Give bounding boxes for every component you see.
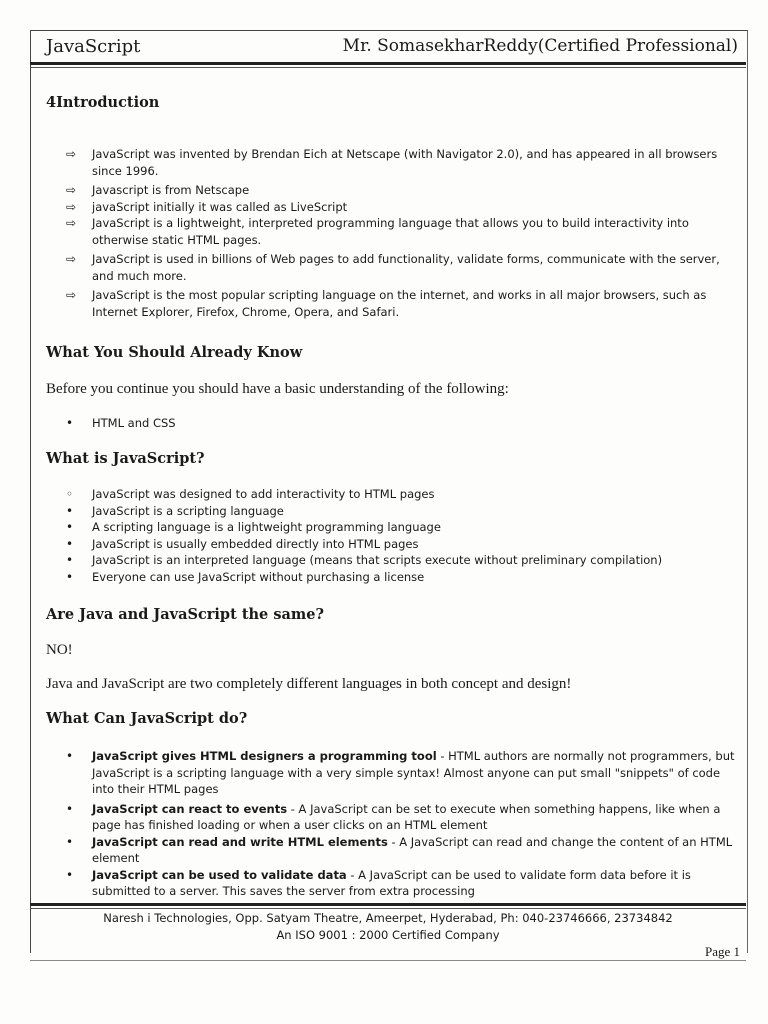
should-know-text: Before you continue you should have a basic understanding of the following: xyxy=(46,381,509,397)
bullet-icon: • xyxy=(66,867,74,882)
list-item: • JavaScript is usually embedded directly into HTML pages xyxy=(66,536,419,551)
list-item: • JavaScript can react to events - A JavaScript can be set to execute when something happens, like when a page has finished loading or when a user clicks on an HTML element xyxy=(66,801,721,832)
intro-list xyxy=(66,146,736,320)
heading-what-is: What is JavaScript? xyxy=(46,450,205,467)
should-know-list xyxy=(66,415,736,432)
page-footer xyxy=(30,910,746,944)
list-item: • JavaScript gives HTML designers a programming tool - HTML authors are normally not programmers, but JavaScript is a scripting language with a very simple syntax! Almost anyone can put small "snippets" of code into their HTML pages xyxy=(66,749,735,796)
header-rule-thick xyxy=(30,62,746,65)
circle-bullet-icon: ◦ xyxy=(66,487,74,501)
footer-certification: An ISO 9001 : 2000 Certified Company xyxy=(276,928,500,942)
footer-rule-thin xyxy=(30,908,746,909)
bullet-icon: • xyxy=(66,536,74,551)
bullet-icon: • xyxy=(66,553,74,567)
heading-same: Are Java and JavaScript the same? xyxy=(46,606,324,623)
same-answer: NO! xyxy=(46,642,73,658)
bullet-icon: • xyxy=(66,801,74,816)
list-item: • JavaScript is an interpreted language (means that scripts execute without preliminary compilation) xyxy=(66,553,663,567)
page-number: Page 1 xyxy=(704,944,740,959)
list-item: ◦ JavaScript was designed to add interactivity to HTML pages xyxy=(66,487,435,501)
header-author: Mr. SomasekharReddy(Certified Professional) xyxy=(342,36,738,56)
same-text: Java and JavaScript are two completely different languages in both concept and design! xyxy=(46,676,572,692)
header-title: JavaScript xyxy=(46,36,141,57)
footer-company: Naresh i Technologies, Opp. Satyam Theatre, Ameerpet, Hyderabad, Ph: 040-23746666, 23734842 xyxy=(103,911,673,925)
footer-bottom-rule xyxy=(30,960,746,961)
arrow-icon: ⇨ xyxy=(66,216,77,230)
what-is-list xyxy=(66,486,736,585)
arrow-icon: ⇨ xyxy=(66,252,77,266)
list-item: ⇨ javaScript initially it was called as LiveScript xyxy=(66,199,348,214)
list-item: ⇨ Javascript is from Netscape xyxy=(66,183,250,197)
list-item: ⇨ JavaScript is a lightweight, interpreted programming language that allows you to build interactivity into otherwise static HTML pages. xyxy=(66,216,689,247)
heading-introduction: 4Introduction xyxy=(46,94,160,111)
header-rule-thin xyxy=(30,67,746,68)
bullet-icon: • xyxy=(66,416,74,430)
list-item: • HTML and CSS xyxy=(66,416,176,430)
list-item: ⇨ JavaScript was invented by Brendan Eich at Netscape (with Navigator 2.0), and has appeared in all browsers since 1996. xyxy=(66,147,718,178)
list-item: • JavaScript can read and write HTML elements - A JavaScript can read and change the content of an HTML element xyxy=(66,834,733,865)
list-item: ⇨ JavaScript is used in billions of Web pages to add functionality, validate forms, communicate with the server, and much more. xyxy=(66,252,720,283)
heading-can-do: What Can JavaScript do? xyxy=(46,710,248,727)
bullet-icon: • xyxy=(66,520,74,534)
list-item: • JavaScript is a scripting language xyxy=(66,503,284,518)
page-header xyxy=(46,36,742,62)
can-do-list xyxy=(66,748,736,900)
bullet-icon: • xyxy=(66,749,74,763)
heading-should-know: What You Should Already Know xyxy=(46,344,303,361)
bullet-icon: • xyxy=(66,834,74,849)
list-item: • JavaScript can be used to validate data - A JavaScript can be used to validate form data before it is submitted to a server. This saves the server from extra processing xyxy=(66,867,691,898)
bullet-icon: • xyxy=(66,503,74,518)
list-item: • A scripting language is a lightweight programming language xyxy=(66,520,441,534)
bullet-icon: • xyxy=(66,569,74,584)
arrow-icon: ⇨ xyxy=(66,199,77,214)
footer-rule-thick xyxy=(30,903,746,906)
list-item: ⇨ JavaScript is the most popular scripting language on the internet, and works in all major browsers, such as Internet Explorer, Firefox, Chrome, Opera, and Safari. xyxy=(66,288,707,319)
list-item: • Everyone can use JavaScript without purchasing a license xyxy=(66,569,425,584)
arrow-icon: ⇨ xyxy=(66,183,77,197)
arrow-icon: ⇨ xyxy=(66,288,77,302)
arrow-icon: ⇨ xyxy=(66,147,77,161)
